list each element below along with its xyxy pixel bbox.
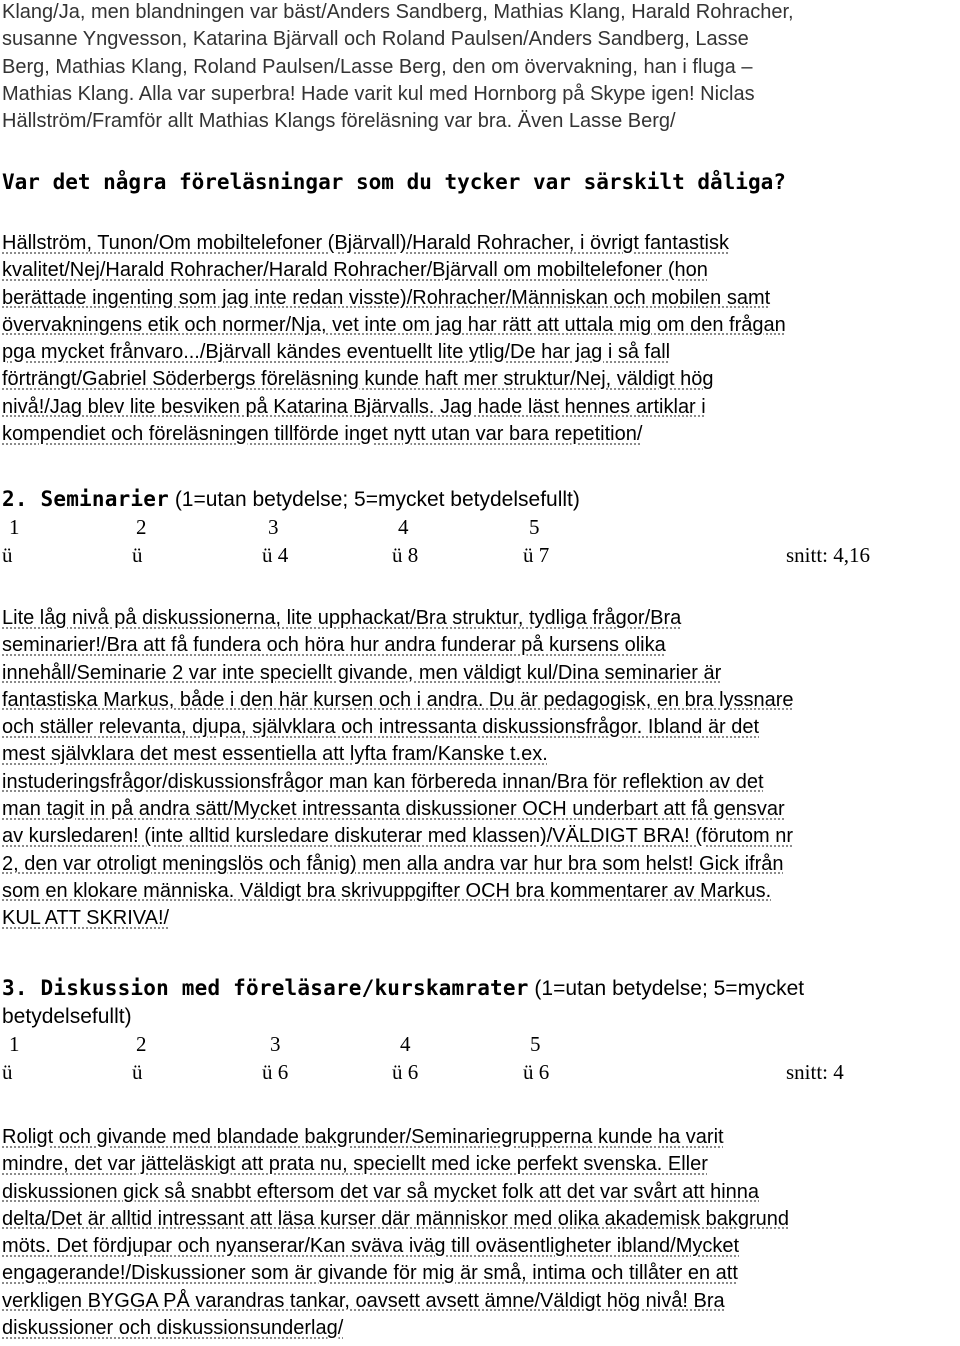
section-3-title: 3. Diskussion med föreläsare/kurskamrater — [2, 976, 529, 1000]
section-2-scale — [0, 515, 960, 543]
rating-cell: ü — [2, 1060, 13, 1084]
section-3-scale-note-cont: betydelsefullt) — [2, 1005, 132, 1028]
intro-line: Berg, Mathias Klang, Roland Paulsen/Lasse Berg, den om övervakning, han i fluga – — [2, 55, 753, 78]
intro-line: susanne Yngvesson, Katarina Bjärvall och Roland Paulsen/Anders Sandberg, Lasse — [2, 28, 749, 51]
rating-cell: ü 4 — [262, 543, 289, 567]
scale-number: 4 — [400, 1032, 411, 1056]
section-3-heading-cont — [2, 1005, 132, 1029]
comment-line: seminarier!/Bra att få fundera och höra hur andra funderar på kursens olika — [2, 634, 666, 657]
comment-line: fantastiska Markus, både i den här kursen och i andra. Du är pedagogisk, en bra lyssnare — [2, 688, 794, 711]
rating-cell: ü 6 — [523, 1060, 550, 1084]
comment-line: av kursledaren! (inte alltid kursledare diskuterar med klassen)/VÄLDIGT BRA! (förutom nr — [2, 825, 794, 848]
answer-line: kompendiet och föreläsningen tillförde inget nytt utan var bara repetition/ — [2, 423, 643, 446]
section-2-heading — [2, 487, 580, 512]
rating-cell: ü 8 — [392, 543, 419, 567]
comment-line: delta/Det är alltid intressant att läsa kurser där människor med olika akademisk bakgrund — [2, 1207, 790, 1230]
comment-line: Lite låg nivå på diskussionerna, lite upphackat/Bra struktur, tydliga frågor/Bra — [2, 607, 682, 629]
section-3-ratings — [0, 1060, 960, 1088]
answer-line: kvalitet/Nej/Harald Rohracher/Harald Rohracher/Bjärvall om mobiltelefoner (hon — [2, 259, 708, 282]
section-3-comments — [2, 1124, 958, 1342]
section-2-scale-note: (1=utan betydelse; 5=mycket betydelsefullt) — [174, 488, 580, 511]
previous-answer-text — [2, 0, 958, 135]
comment-line: Roligt och givande med blandade bakgrunder/Seminariegrupperna kunde ha varit — [2, 1126, 724, 1148]
comment-line: innehåll/Seminarie 2 var inte speciellt givande, men väldigt kul/Dina seminarier är — [2, 661, 722, 684]
comment-line: möts. Det fördjupar och nyanserar/Kan sväva iväg till oväsentligheter ibland/Mycket — [2, 1235, 740, 1258]
comment-line: instuderingsfrågor/diskussionsfrågor man kan förbereda innan/Bra för reflektion av det — [2, 770, 764, 793]
scale-number: 5 — [529, 515, 540, 539]
intro-line: Hällström/Framför allt Mathias Klangs föreläsning var bra. Även Lasse Berg/ — [2, 110, 676, 133]
section-3-heading — [2, 976, 804, 1001]
rating-cell: ü 6 — [392, 1060, 419, 1084]
comment-line: man tagit in på andra sätt/Mycket intressanta diskussioner OCH underbart att få gensvar — [2, 798, 785, 821]
comment-line: diskussionen gick så snabbt eftersom det var så mycket folk att det var svårt att hinna — [2, 1180, 760, 1203]
scale-number: 3 — [270, 1032, 281, 1056]
intro-line: Klang/Ja, men blandningen var bäst/Anders Sandberg, Mathias Klang, Harald Rohracher, — [2, 1, 794, 23]
scale-number: 4 — [398, 515, 409, 539]
scale-number: 5 — [530, 1032, 541, 1056]
comment-line: engagerande!/Diskussioner som är givande för mig är små, intima och tillåter en att — [2, 1262, 738, 1285]
comment-line: och ställer relevanta, djupa, självklara och intressanta diskussionsfrågor. Ibland är det — [2, 716, 760, 739]
question-heading: Var det några föreläsningar som du tycker var särskilt dåliga? — [2, 170, 786, 194]
scale-number: 1 — [9, 1032, 20, 1056]
section-3-scale — [0, 1032, 960, 1060]
rating-cell: ü 7 — [523, 543, 550, 567]
scale-number: 2 — [136, 515, 147, 539]
section-2-title: 2. Seminarier — [2, 487, 169, 511]
answer-line: förträngt/Gabriel Söderbergs föreläsning kunde haft mer struktur/Nej, väldigt hög — [2, 368, 714, 391]
scale-number: 1 — [9, 515, 20, 539]
comment-line: KUL ATT SKRIVA!/ — [2, 907, 170, 930]
answer-line: berättade ingenting som jag inte redan visste)/Rohracher/Människan och mobilen samt — [2, 286, 771, 309]
rating-cell: ü 6 — [262, 1060, 289, 1084]
answer-line: övervakningens etik och normer/Nja, vet inte om jag har rätt att uttala mig om den frågan — [2, 313, 786, 336]
average-score: snitt: 4,16 — [786, 543, 871, 567]
comment-line: mindre, det var jätteläskigt att prata nu, speciellt med icke perfekt svenska. Eller — [2, 1153, 708, 1176]
intro-line: Mathias Klang. Alla var superbra! Hade varit kul med Hornborg på Skype igen! Niclas — [2, 82, 755, 105]
comment-line: 2, den var otroligt meningslös och fånig) men alla andra var hur bra som helst! Gick ifrån — [2, 852, 784, 875]
section-3-scale-note: (1=utan betydelse; 5=mycket — [534, 977, 805, 1000]
rating-cell: ü — [132, 543, 143, 567]
rating-cell: ü — [2, 543, 13, 567]
scale-number: 3 — [268, 515, 279, 539]
comment-line: som en klokare människa. Väldigt bra skrivuppgifter OCH bra kommentarer av Markus. — [2, 879, 772, 902]
comment-line: mest självklara det mest essentiella att lyfta fram/Kanske t.ex. — [2, 743, 548, 766]
section-2-comments — [2, 605, 958, 933]
rating-cell: ü — [132, 1060, 143, 1084]
answer-line: Hällström, Tunon/Om mobiltelefoner (Bjärvall)/Harald Rohracher, i övrigt fantastisk — [2, 232, 729, 254]
answer-line: pga mycket frånvaro.../Bjärvall kändes eventuellt lite ytlig/De har jag i så fall — [2, 341, 671, 364]
scale-number: 2 — [136, 1032, 147, 1056]
comment-line: diskussioner och diskussionsunderlag/ — [2, 1317, 344, 1340]
comment-line: verkligen BYGGA PÅ varandras tankar, oavsett avsett ämne/Väldigt hög nivå! Bra — [2, 1289, 725, 1312]
section-2-ratings — [0, 543, 960, 571]
question-answers — [2, 230, 958, 448]
answer-line: nivå!/Jag blev lite besviken på Katarina Bjärvalls. Jag hade läst hennes artiklar i — [2, 395, 706, 418]
average-score: snitt: 4 — [786, 1060, 844, 1084]
